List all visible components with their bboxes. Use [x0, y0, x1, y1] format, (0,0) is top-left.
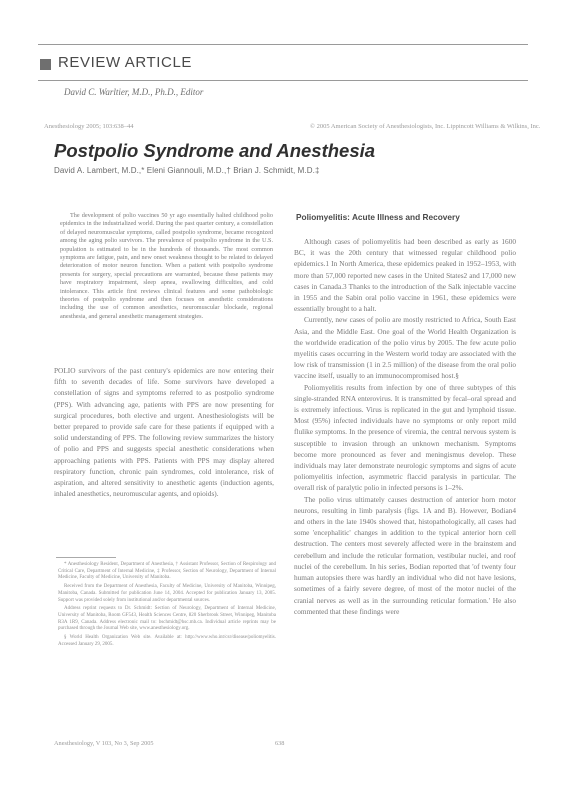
section-square-icon [40, 59, 51, 70]
header-bottom-rule [38, 80, 528, 81]
footer-journal: Anesthesiology, V 103, No 3, Sep 2005 [54, 740, 154, 747]
footnotes [58, 562, 276, 650]
article-authors: David A. Lambert, M.D.,* Eleni Giannouli, M.D.,† Brian J. Schmidt, M.D.‡ [54, 166, 320, 175]
footnote-reprints: Address reprint requests to Dr. Schmidt: Section of Neurology, Department of Internal Medicine, University of Manitoba, Room GF543, Health Sciences Centre, 820 Sherbrook Street, Winnipeg, Manitoba R3A 1R9, Canada. Address electronic mail to: bschmidt@hsc.mb.ca. Individual article reprints may be purchased through the Journal Web site, www.anesthesiology.org. [58, 606, 276, 632]
intro-paragraph: POLIO survivors of the past century's epidemics are now entering their fifth to seventh decades of life. Some survivors have developed a constellation of signs and symptoms referred to as postpolio syndrome (PPS). With advancing age, patients with PPS are now presenting for surgical procedures, both elective and urgent. Anesthesiologists will be better prepared to provide safe care for these patients if equipped with a solid understanding of PPS. The following review summarizes the history of polio and PPS and suggests special anesthetic considerations when approaching patients with PPS. Patients with PPS may display altered respiratory function, chronic pain syndromes, cold intolerance, risk of aspiration, and altered sensitivity to anesthetic agents (induction agents, inhaled anesthetics, neuromuscular agents, and opioids). [54, 366, 274, 499]
abstract [60, 212, 273, 321]
article-title: Postpolio Syndrome and Anesthesia [54, 140, 376, 161]
page-number: 638 [275, 740, 285, 747]
right-column [294, 236, 516, 617]
footnote-received: Received from the Department of Anesthesia, Faculty of Medicine, University of Manitoba, Winnipeg, Manitoba, Canada. Submitted for publication June 14, 2004. Accepted for publication January 13, 2005. Support was provided solely from institutional and/or departmental sources. [58, 584, 276, 603]
footnote-rule [56, 557, 116, 558]
footnote-affiliations: * Anesthesiology Resident, Department of Anesthesia, † Assistant Professor, Section of Respirology and Critical Care, Department of Internal Medicine, ‡ Professor, Section of Neurology, Department of Internal Medicine, Faculty of Medicine, University of Manitoba. [58, 562, 276, 581]
body-paragraph: Poliomyelitis results from infection by one of three subtypes of this single-stranded RNA enterovirus. It is transmitted by fecal–oral spread and is extremely infectious. Virus is replicated in the gut and lymphoid tissue. Most (95%) infected individuals have no symptoms or only report mild flulike symptoms. In the presence of viremia, the central nervous system is susceptible to invasion through an unknown mechanism. Symptoms become more pronounced as fever and meningismus develop. These individuals may later demonstrate neurologic symptoms and signs of acute poliomyelitis infection, asymmetric flaccid paralysis in particular. The overall risk of paralytic polio in infected persons is 1–2%. [294, 382, 516, 493]
section-label: REVIEW ARTICLE [58, 54, 192, 71]
section-heading: Poliomyelitis: Acute Illness and Recovery [296, 212, 460, 222]
body-paragraph: Currently, new cases of polio are mostly restricted to Africa, South East Asia, and the Middle East. One goal of the World Health Organization is the worldwide eradication of the polio virus by 2005. The few acute polio myelitis cases occurring in the Western world today are associated with the low risk of transmission (1 in 2.5 million) of the disease from the oral polio vaccine itself, usually to an immunocompromised host.§ [294, 315, 516, 381]
header-top-rule [38, 44, 528, 45]
body-paragraph: The polio virus ultimately causes destruction of anterior horn motor neurons, resulting in limb paralysis (figs. 1A and B). However, Bodian4 and others in the late 1940s showed that, histopathologically, all cases had some 'encephalitic' changes in addition to the typical anterior horn cell destruction. The centers most severely affected were in the brainstem and cerebellum and include the reticular formation, vestibular nuclei, and roof nuclei of the cerebellum. In his series, Bodian reported that 'of twenty four human autopsies there was hardly an individual who did not have lesions, sometimes of a fairly severe degree, of most of the motor nuclei of the cranial nerves as well as in the surrounding reticular formation.' He also commented that these findings were [294, 494, 516, 616]
copyright-notice: © 2005 American Society of Anesthesiologists, Inc. Lippincott Williams & Wilkins, Inc. [310, 123, 541, 130]
body-paragraph: Although cases of poliomyelitis had been described as early as 1600 BC, it was the 20th century that witnessed regular childhood polio epidemics.1 In North America, these epidemics peaked in 1952–1953, with more than 57,000 reported new cases in the United States2 and 17,000 new cases in Canada.3 Thanks to the introduction of the Salk injectable vaccine in 1955 and the Sabin oral polio vaccine in 1961, these epidemics were essentially brought to a halt. [294, 237, 516, 314]
journal-citation: Anesthesiology 2005; 103:638–44 [44, 123, 134, 130]
abstract-text: The development of polio vaccines 50 yr ago essentially halted childhood polio epidemics in the industrialized world. During the past quarter century, a constellation of delayed neuromuscular symptoms, called postpolio syndrome, became recognized among the aging polio survivors. The prevalence of postpolio syndrome in the U.S. population is estimated to be in the hundreds of thousands. The most common symptoms are fatigue, pain, and new onset weakness thought to be related to delayed deterioration of motor neuron function. When a patient with postpolio syndrome presents for surgery, special precautions are warranted, because these patients may have respiratory impairment, sleep apnea, swallowing difficulties, and cold intolerance. This article first reviews clinical features and some pathobiologic theories of postpolio syndrome and then focuses on anesthetic considerations including the use of common anesthetics, neuromuscular blockade, regional anesthesia, and general anesthetic management strategies. [60, 212, 273, 320]
footnote-who: § World Health Organization Web site. Available at: http://www.who.int/csr/disease/poliomyelitis. Accessed January 29, 2005. [58, 635, 276, 647]
editor-line: David C. Warltier, M.D., Ph.D., Editor [64, 87, 204, 97]
left-column [54, 365, 274, 499]
